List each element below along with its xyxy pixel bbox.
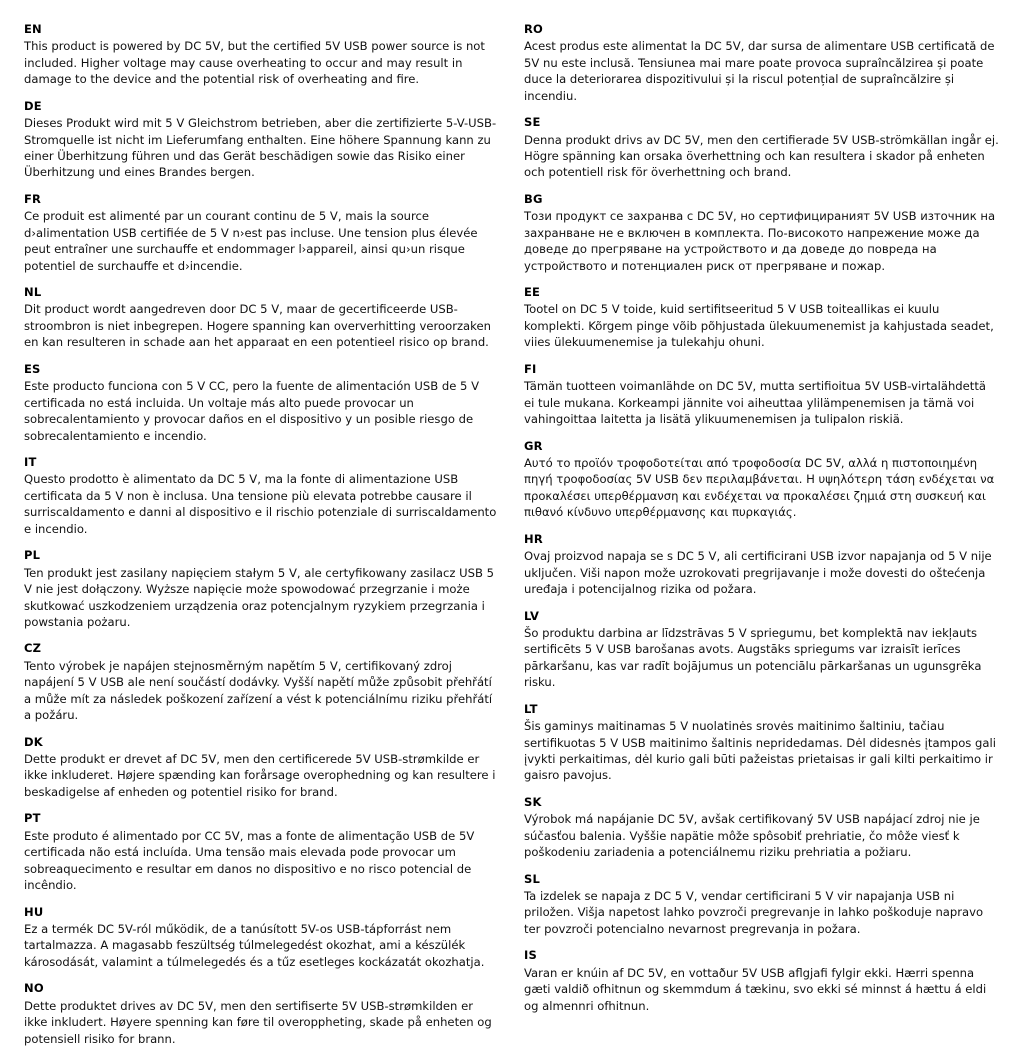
language-entry-en [24, 22, 500, 88]
language-text: Dit product wordt aangedreven door DC 5 V, maar de gecertificeerde USB-stroombron is niet inbegrepen. Hogere spanning kan oververhitting veroorzaken en kan resulteren in schade aan het apparaat en een potentieel risico op brand. [24, 302, 491, 350]
language-entry-bg [524, 192, 1000, 274]
language-text: Denna produkt drivs av DC 5V, men den certifierade 5V USB-strömkällan ingår ej. Högre spänning kan orsaka överhettning och kan resultera i skador på enheten och potentiell risk för överhettning och brand. [524, 132, 999, 180]
language-code: RO [524, 22, 544, 36]
language-code: NO [24, 981, 44, 996]
language-text: Ta izdelek se napaja z DC 5 V, vendar certificirani 5 V vir napajanja USB ni priložen. Višja napetost lahko povzroči pregrevanje in lahko poškoduje napravo ter povzroči potencialno nevarnost pregrevanja in požara. [524, 888, 984, 936]
language-code: FR [24, 191, 42, 206]
language-code: BG [524, 191, 543, 206]
language-code: SL [524, 871, 541, 886]
language-text: Tento výrobek je napájen stejnosměrným napětím 5 V, certifikovaný zdroj napájení 5 V USB ale není součástí dodávky. Vyšší napětí může způsobit přehřátí a může mít za následek poškození zařízení a vést k potenciálnímu riziku přehřátí a požáru. [24, 658, 493, 723]
language-entry-no [24, 981, 500, 1047]
language-code: ES [24, 361, 41, 376]
language-entry-lt [524, 702, 1000, 784]
language-text: Questo prodotto è alimentato da DC 5 V, ma la fonte di alimentazione USB certificata da 5 V non è inclusa. Una tensione più elevata potrebbe causare il surriscaldamento e danni al dispositivo e il rischio potenziale di surriscaldamento e incendio. [24, 472, 497, 536]
language-entry-lv [524, 609, 1000, 691]
language-code: FI [524, 361, 537, 376]
language-text: Ovaj proizvod napaja se s DC 5 V, ali certificirani USB izvor napajanja od 5 V nije uključen. Viši napon može uzrokovati pregrijavanje i može dovesti do oštećenja uređaja i potencijalnog rizika od požara. [524, 549, 992, 597]
language-entry-is [524, 948, 1000, 1014]
language-text: Tootel on DC 5 V toide, kuid sertifitseeritud 5 V USB toiteallikas ei kuulu komplekti. Kõrgem pinge võib põhjustada ülekuumenemist ja kahjustada seadet, viies ülekuumenemise ja tulekahju ohuni. [524, 302, 994, 350]
language-text: Този продукт се захранва с DC 5V, но сертифицираният 5V USB източник на захранване не е включен в комплекта. По-високото напрежение може да доведе до прегряване на устройството и да доведе до повреда на устройството и потенциален риск от прегряване и пожар. [524, 209, 996, 273]
language-text: Acest produs este alimentat la DC 5V, dar sursa de alimentare USB certificată de 5V nu este inclusă. Tensiunea mai mare poate provoca supraîncălzirea și poate duce la deteriorarea dispozitivului și la riscul potențial de supraîncălzire și incendiu. [524, 39, 995, 103]
language-code: SK [524, 794, 542, 809]
language-entry-nl [24, 285, 500, 351]
language-code: HU [24, 904, 44, 919]
language-entry-gr [524, 439, 1000, 521]
language-entry-cz [24, 641, 500, 723]
language-entry-fr [24, 192, 500, 274]
language-text: Šo produktu darbina ar līdzstrāvas 5 V spriegumu, bet komplektā nav iekļauts sertificēts 5 V USB barošanas avots. Augstāks spriegums var izraisīt ierīces pārkaršanu, kas var radīt bojājumus un potenciālu pārkaršanas un ugunsgrēka risku. [524, 625, 982, 690]
language-entry-ee [524, 285, 1000, 351]
language-entry-pl [24, 548, 500, 630]
language-text: Výrobok má napájanie DC 5V, avšak certifikovaný 5V USB napájací zdroj nie je súčasťou balenia. Vyššie napätie môže spôsobiť prehriatie, čo môže viesť k poškodeniu zariadenia a potenciálnemu riziku prehriatia a požiaru. [524, 812, 980, 860]
language-entry-dk [24, 735, 500, 801]
language-text: Αυτό το προϊόν τροφοδοτείται από τροφοδοσία DC 5V, αλλά η πιστοποιημένη πηγή τροφοδοσίας 5V USB δεν περιλαμβάνεται. Η υψηλότερη τάση ενδέχεται να προκαλέσει υπερθέρμανση και ενδέχεται να προκαλέσει ζημιά στη συσκευή και πιθανό κίνδυνο υπερθέρμανσης και πυρκαγιάς. [524, 455, 995, 520]
language-code: SE [524, 115, 541, 130]
language-code: IT [24, 455, 37, 470]
language-text: Šis gaminys maitinamas 5 V nuolatinės srovės maitinimo šaltiniu, tačiau sertifikuotas 5 V USB maitinimo šaltinis nepridedamas. Dėl didesnės įtampos gali įvykti perkaitimas, dėl kurio gali būti pažeistas prietaisas ir gali kilti perkaitimo ir gaisro pavojus. [524, 719, 996, 783]
language-code: LV [524, 608, 540, 623]
language-code: GR [524, 438, 543, 453]
language-code: IS [524, 948, 537, 963]
left-column [24, 22, 500, 1046]
language-text: Este produto é alimentado por CC 5V, mas a fonte de alimentação USB de 5V certificada não está incluída. Uma tensão mais elevada pode provocar um sobreaquecimento e resultar em danos no dispositivo e no risco potencial de incêndio. [24, 828, 475, 893]
language-entry-se [524, 115, 1000, 181]
language-code: PL [24, 548, 41, 563]
language-entry-fi [524, 362, 1000, 428]
language-code: HR [524, 531, 543, 546]
language-entry-hr [524, 532, 1000, 598]
language-text: Ce produit est alimenté par un courant continu de 5 V, mais la source d›alimentation USB certifiée de 5 V n›est pas incluse. Une tension plus élevée peut entraîner une surchauffe et endommager l›appareil, ainsi qu›un risque potentiel de surchauffe et d›incendie. [24, 209, 478, 273]
language-text: Dette produktet drives av DC 5V, men den sertifiserte 5V USB-strømkilden er ikke inkludert. Høyere spenning kan føre til overoppheting, skade på enheten og potensiell risiko for brann. [24, 998, 492, 1046]
language-entry-it [24, 455, 500, 537]
language-code: PT [24, 811, 41, 826]
language-text: Dette produkt er drevet af DC 5V, men den certificerede 5V USB-strømkilde er ikke inkluderet. Højere spænding kan forårsage overophedning og kan resultere i beskadigelse af enheden og potentiel risiko for brand. [24, 751, 496, 799]
language-text: Ez a termék DC 5V-ról működik, de a tanúsított 5V-os USB-tápforrást nem tartalmazza. A magasabb feszültség túlmelegedést okozhat, ami a készülék károsodását, valamint a túlmelegedés és a tűz esetleges kockázatát okozhatja. [24, 921, 485, 969]
language-entry-sl [524, 872, 1000, 938]
language-entry-ro [524, 22, 1000, 104]
language-code: CZ [24, 641, 42, 656]
language-entry-sk [524, 795, 1000, 861]
language-text: Tämän tuotteen voimanlähde on DC 5V, mutta sertifioitua 5V USB-virtalähdettä ei tule mukana. Korkeampi jännite voi aiheuttaa ylilämpenemisen ja tämä voi vahingoittaa laitetta ja lisätä ylikuumenemisen ja tulipalon riskiä. [524, 379, 986, 427]
language-text: Dieses Produkt wird mit 5 V Gleichstrom betrieben, aber die zertifizierte 5-V-USB-Stromquelle ist nicht im Lieferumfang enthalten. Eine höhere Spannung kann zu einer Überhitzung führen und das Gerät beschädigen sowie das Risiko einer Überhitzung und eines Brandes bergen. [24, 116, 497, 180]
language-code: DE [24, 98, 42, 113]
language-text: This product is powered by DC 5V, but the certified 5V USB power source is not included. Higher voltage may cause overheating to occur and may result in damage to the device and the potential risk of overheating and fire. [24, 39, 485, 87]
language-entry-de [24, 99, 500, 181]
language-code: LT [524, 701, 538, 716]
language-entry-hu [24, 905, 500, 971]
language-code: NL [24, 285, 42, 300]
language-entry-pt [24, 811, 500, 893]
language-text: Este producto funciona con 5 V CC, pero la fuente de alimentación USB de 5 V certificada no está incluida. Un voltaje más alto puede provocar un sobrecalentamiento y provocar daños en el dispositivo y un posible riesgo de sobrecalentamiento e incendio. [24, 379, 480, 443]
language-text: Varan er knúin af DC 5V, en vottaður 5V USB aflgjafi fylgir ekki. Hærri spenna gæti valdið ofhitnun og skemmdum á tækinu, svo ekki sé minnst á hættu á eldi og almennri ofhitnun. [524, 965, 987, 1013]
language-code: EE [524, 285, 541, 300]
language-entry-es [24, 362, 500, 444]
language-code: DK [24, 734, 43, 749]
right-column [524, 22, 1000, 1014]
language-code: EN [24, 22, 42, 36]
language-text: Ten produkt jest zasilany napięciem stałym 5 V, ale certyfikowany zasilacz USB 5 V nie jest dołączony. Wyższe napięcie może spowodować przegrzanie i może skutkować uszkodzeniem urządzenia oraz potencjalnym ryzykiem przegrzania i powstania pożaru. [24, 565, 495, 629]
